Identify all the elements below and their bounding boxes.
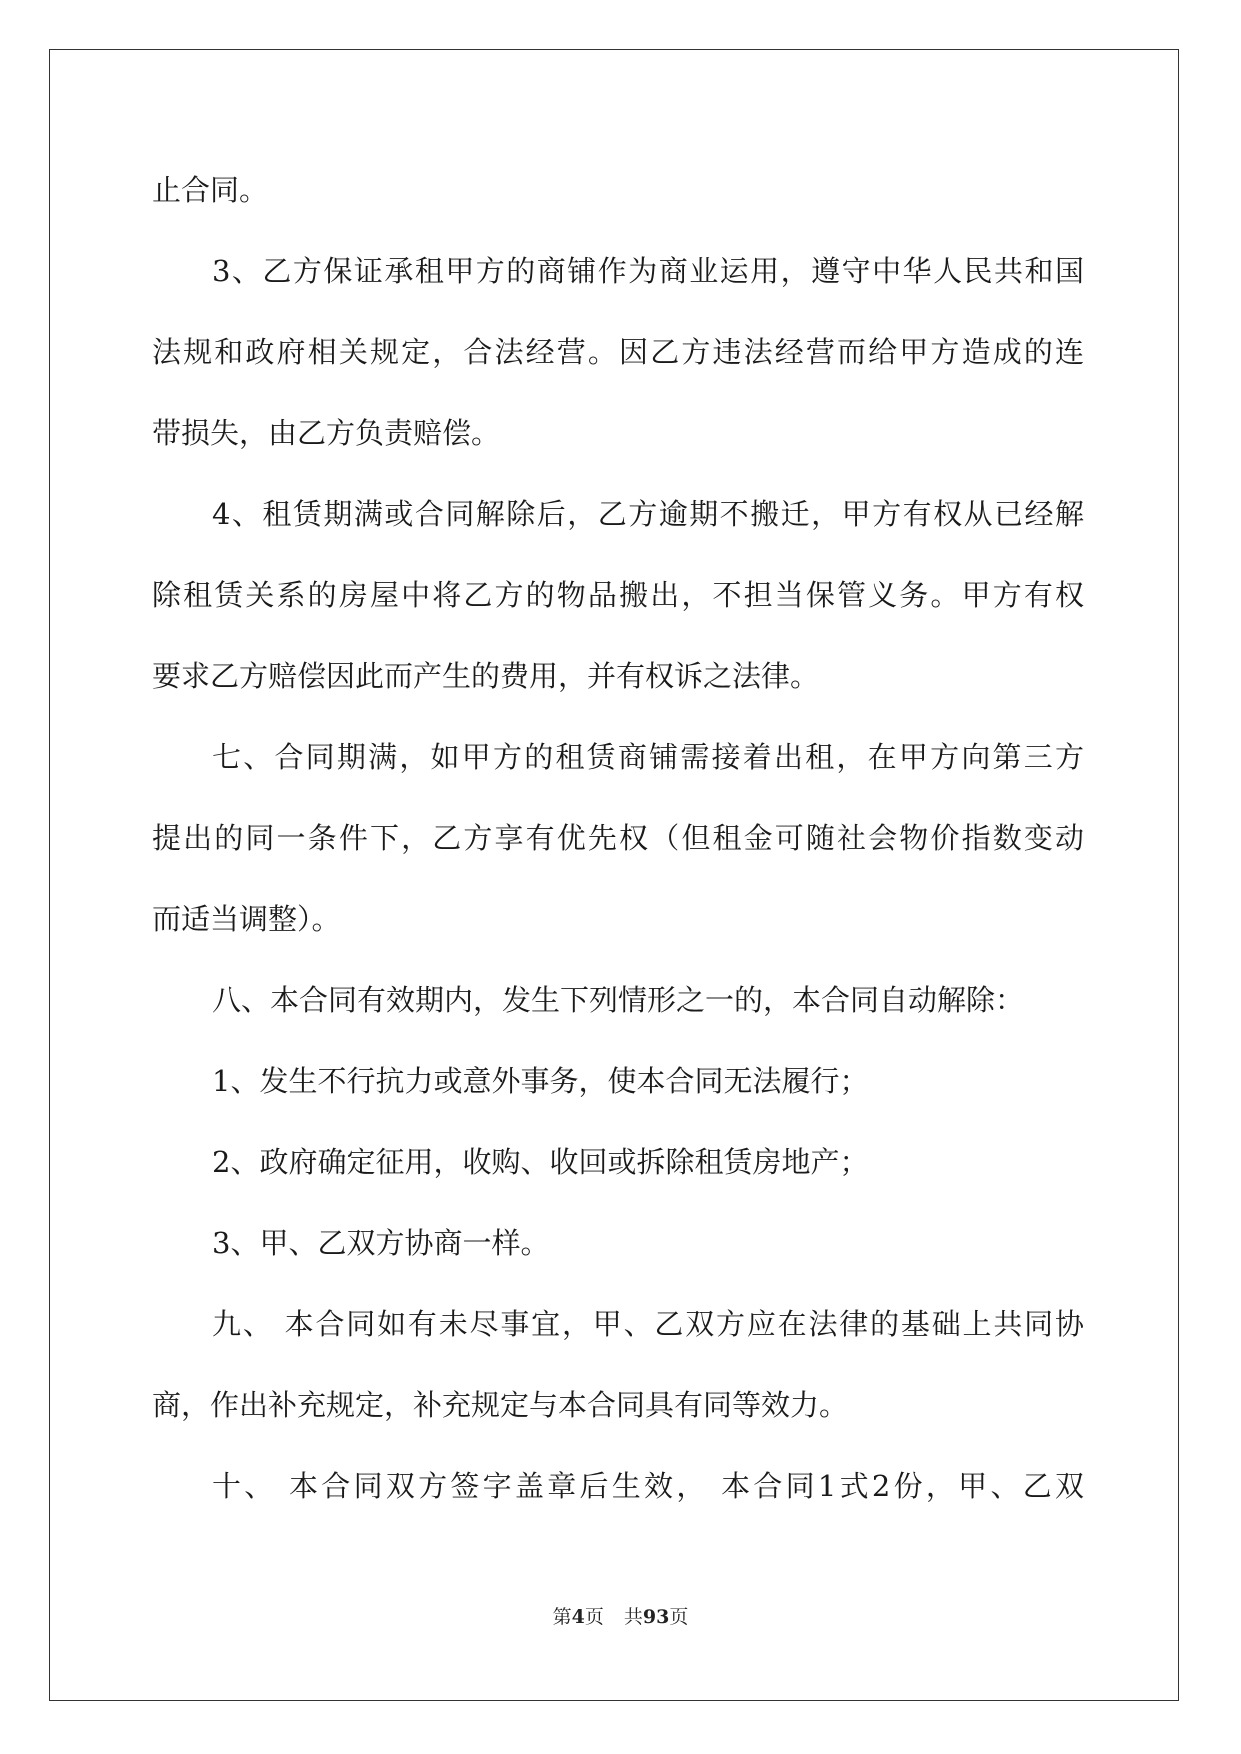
page-suffix: 页 xyxy=(584,1606,604,1628)
document-body xyxy=(152,150,1084,1527)
text-line: 带损失，由乙方负责赔偿。 xyxy=(152,416,501,450)
text-line: 止合同。 xyxy=(152,173,269,207)
text-line: 除租赁关系的房屋中将乙方的物品搬出，不担当保管义务。甲方有权 xyxy=(152,578,1084,612)
text-line: 4、租赁期满或合同解除后，乙方逾期不搬迁，甲方有权从已经解 xyxy=(212,497,1084,531)
text-line: 1、发生不行抗力或意外事务，使本合同无法履行； xyxy=(212,1064,869,1098)
text-line: 九、 本合同如有未尽事宜，甲、乙双方应在法律的基础上共同协 xyxy=(212,1307,1084,1341)
text-line: 十、 本合同双方签字盖章后生效， 本合同1式2份，甲、乙双 xyxy=(212,1469,1084,1503)
total-suffix: 页 xyxy=(669,1606,689,1628)
text-line: 2、政府确定征用，收购、收回或拆除租赁房地产； xyxy=(212,1145,869,1179)
total-prefix: 共 xyxy=(623,1606,643,1628)
page-prefix: 第 xyxy=(552,1606,572,1628)
total-pages: 93 xyxy=(642,1606,670,1628)
page-number: 4 xyxy=(571,1606,585,1628)
text-line: 3、甲、乙双方协商一样。 xyxy=(212,1226,550,1260)
text-line: 而适当调整）。 xyxy=(152,902,341,936)
text-line: 八、本合同有效期内，发生下列情形之一的，本合同自动解除： xyxy=(212,983,1025,1017)
text-line: 商，作出补充规定，补充规定与本合同具有同等效力。 xyxy=(152,1388,849,1422)
page-footer xyxy=(0,1605,1241,1629)
text-line: 要求乙方赔偿因此而产生的费用，并有权诉之法律。 xyxy=(152,659,820,693)
text-line: 提出的同一条件下，乙方享有优先权（但租金可随社会物价指数变动 xyxy=(152,821,1084,855)
text-line: 七、合同期满，如甲方的租赁商铺需接着出租，在甲方向第三方 xyxy=(212,740,1084,774)
text-line: 法规和政府相关规定，合法经营。因乙方违法经营而给甲方造成的连 xyxy=(152,335,1084,369)
text-line: 3、乙方保证承租甲方的商铺作为商业运用，遵守中华人民共和国 xyxy=(212,254,1084,288)
